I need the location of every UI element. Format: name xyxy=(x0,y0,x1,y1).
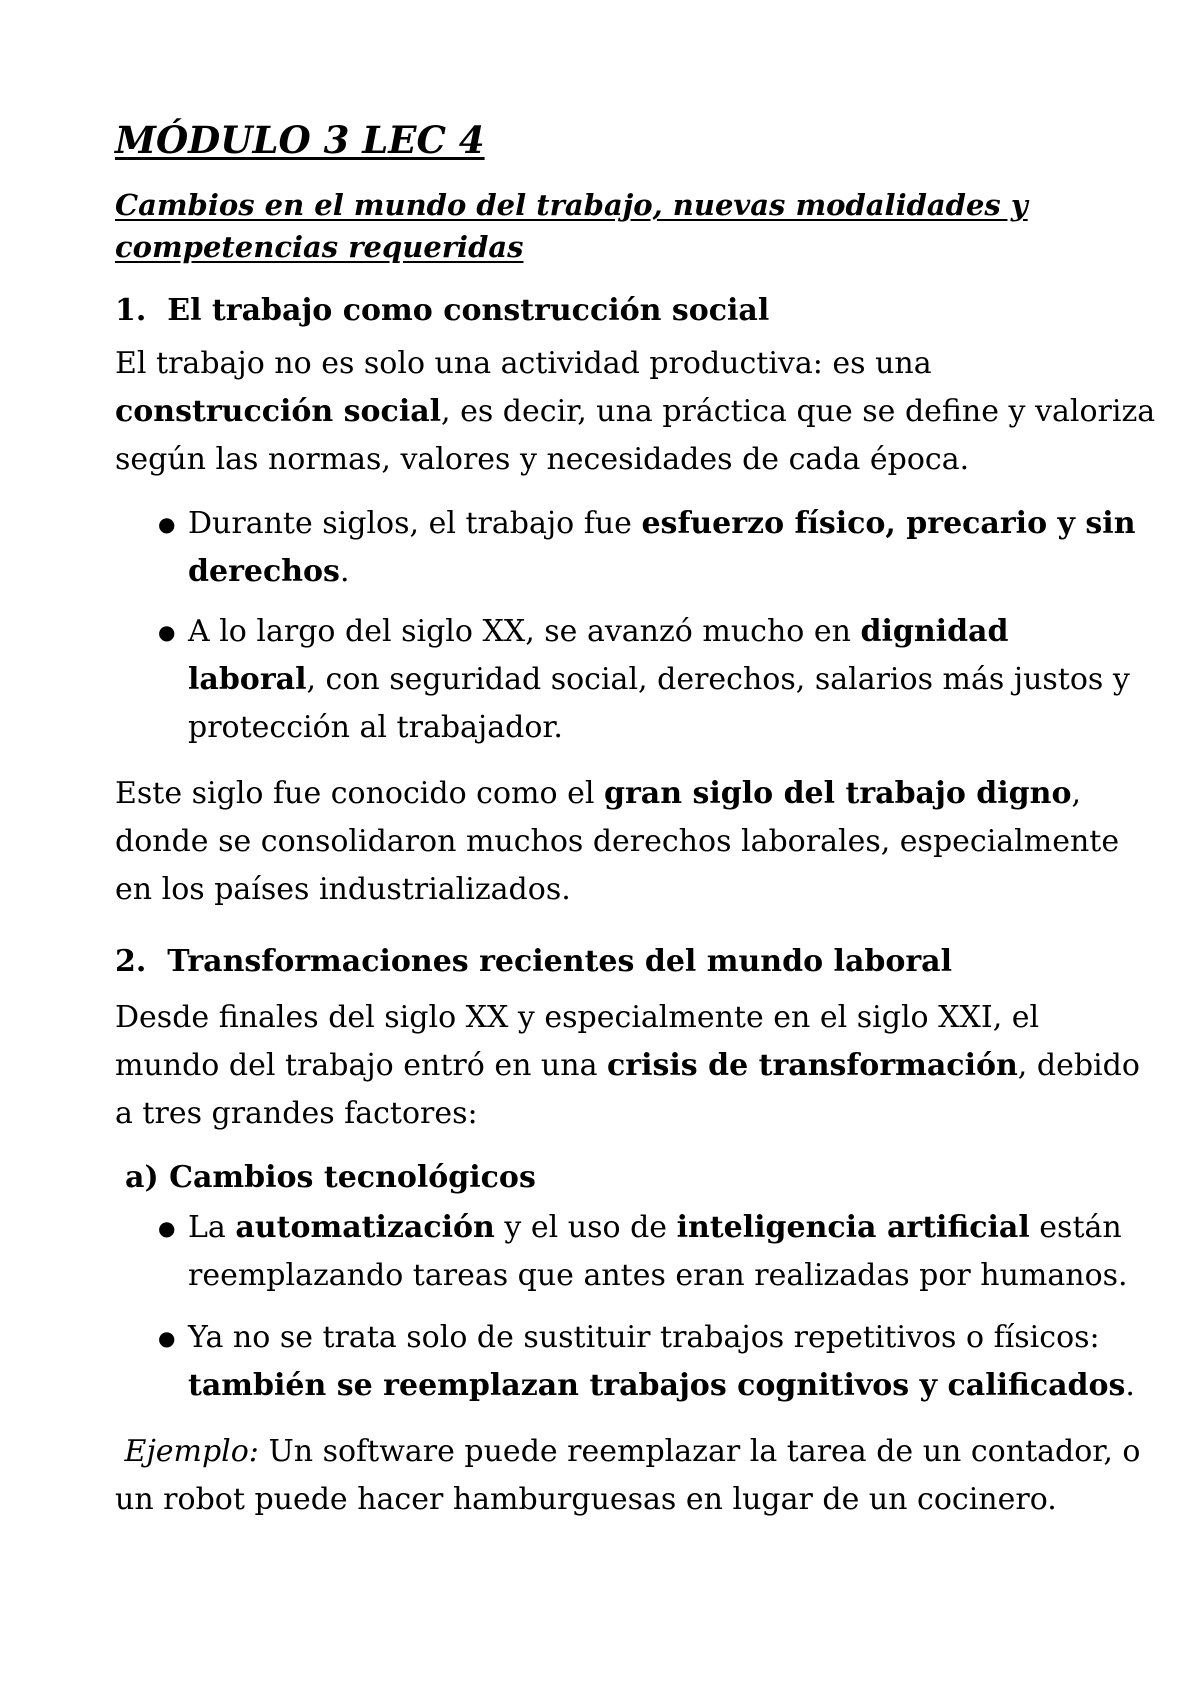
bullet-2-line-1: A lo largo del siglo XX, se avanzó mucho en dignidad xyxy=(188,614,1009,649)
section-1-para-line-2: construcción social, es decir, una práctica que se define y valoriza xyxy=(115,394,1156,429)
bullet-dot-icon: ● xyxy=(158,512,176,536)
s2-bullet-1-line-1: La automatización y el uso de inteligencia artificial están xyxy=(188,1210,1122,1245)
bullet-dot-icon: ● xyxy=(158,1326,176,1350)
example-line-1: Ejemplo: Un software puede reemplazar la tarea de un contador, o xyxy=(124,1434,1141,1469)
page-title: MÓDULO 3 LEC 4 xyxy=(115,118,485,162)
section-1-heading xyxy=(115,293,769,328)
bullet-2-line-2: laboral, con seguridad social, derechos, salarios más justos y xyxy=(188,662,1130,697)
section-2-title: Transformaciones recientes del mundo laboral xyxy=(167,944,953,979)
section-2-heading xyxy=(115,944,952,979)
section-1-closing-line-2: donde se consolidaron muchos derechos laborales, especialmente xyxy=(115,824,1120,859)
bullet-1-line-2: derechos. xyxy=(188,554,350,589)
s2-bullet-1-line-2: reemplazando tareas que antes eran realizadas por humanos. xyxy=(188,1258,1128,1293)
example-line-2: un robot puede hacer hamburguesas en lugar de un cocinero. xyxy=(115,1482,1057,1517)
section-1-closing-line-3: en los países industrializados. xyxy=(115,872,571,907)
section-1-para-line-1: El trabajo no es solo una actividad productiva: es una xyxy=(115,346,932,381)
section-1-number: 1. xyxy=(115,293,147,328)
bullet-2-line-3: protección al trabajador. xyxy=(188,710,563,745)
example-label: Ejemplo: xyxy=(124,1434,259,1469)
section-2-para-line-2: mundo del trabajo entró en una crisis de transformación, debido xyxy=(115,1048,1140,1083)
s2-bullet-2-line-2: también se reemplazan trabajos cognitivos y calificados. xyxy=(188,1368,1135,1403)
section-1-title: El trabajo como construcción social xyxy=(167,293,770,328)
section-1-closing-line-1: Este siglo fue conocido como el gran siglo del trabajo digno, xyxy=(115,776,1082,811)
section-1-para-line-3: según las normas, valores y necesidades de cada época. xyxy=(115,442,970,477)
s2-bullet-2-line-1: Ya no se trata solo de sustituir trabajos repetitivos o físicos: xyxy=(188,1320,1100,1355)
bullet-dot-icon: ● xyxy=(158,1216,176,1240)
section-2-para-line-1: Desde finales del siglo XX y especialmente en el siglo XXI, el xyxy=(115,1000,1040,1035)
section-2-para-line-3: a tres grandes factores: xyxy=(115,1096,478,1131)
bullet-1-line-1: Durante siglos, el trabajo fue esfuerzo físico, precario y sin xyxy=(188,506,1136,541)
subsection-a-heading: a) Cambios tecnológicos xyxy=(125,1160,536,1195)
bold-text: construcción social xyxy=(115,394,442,429)
bullet-dot-icon: ● xyxy=(158,620,176,644)
subtitle-line-1: Cambios en el mundo del trabajo, nuevas modalidades y xyxy=(115,188,1028,222)
section-2-number: 2. xyxy=(115,944,147,979)
subtitle-line-2: competencias requeridas xyxy=(115,230,524,264)
